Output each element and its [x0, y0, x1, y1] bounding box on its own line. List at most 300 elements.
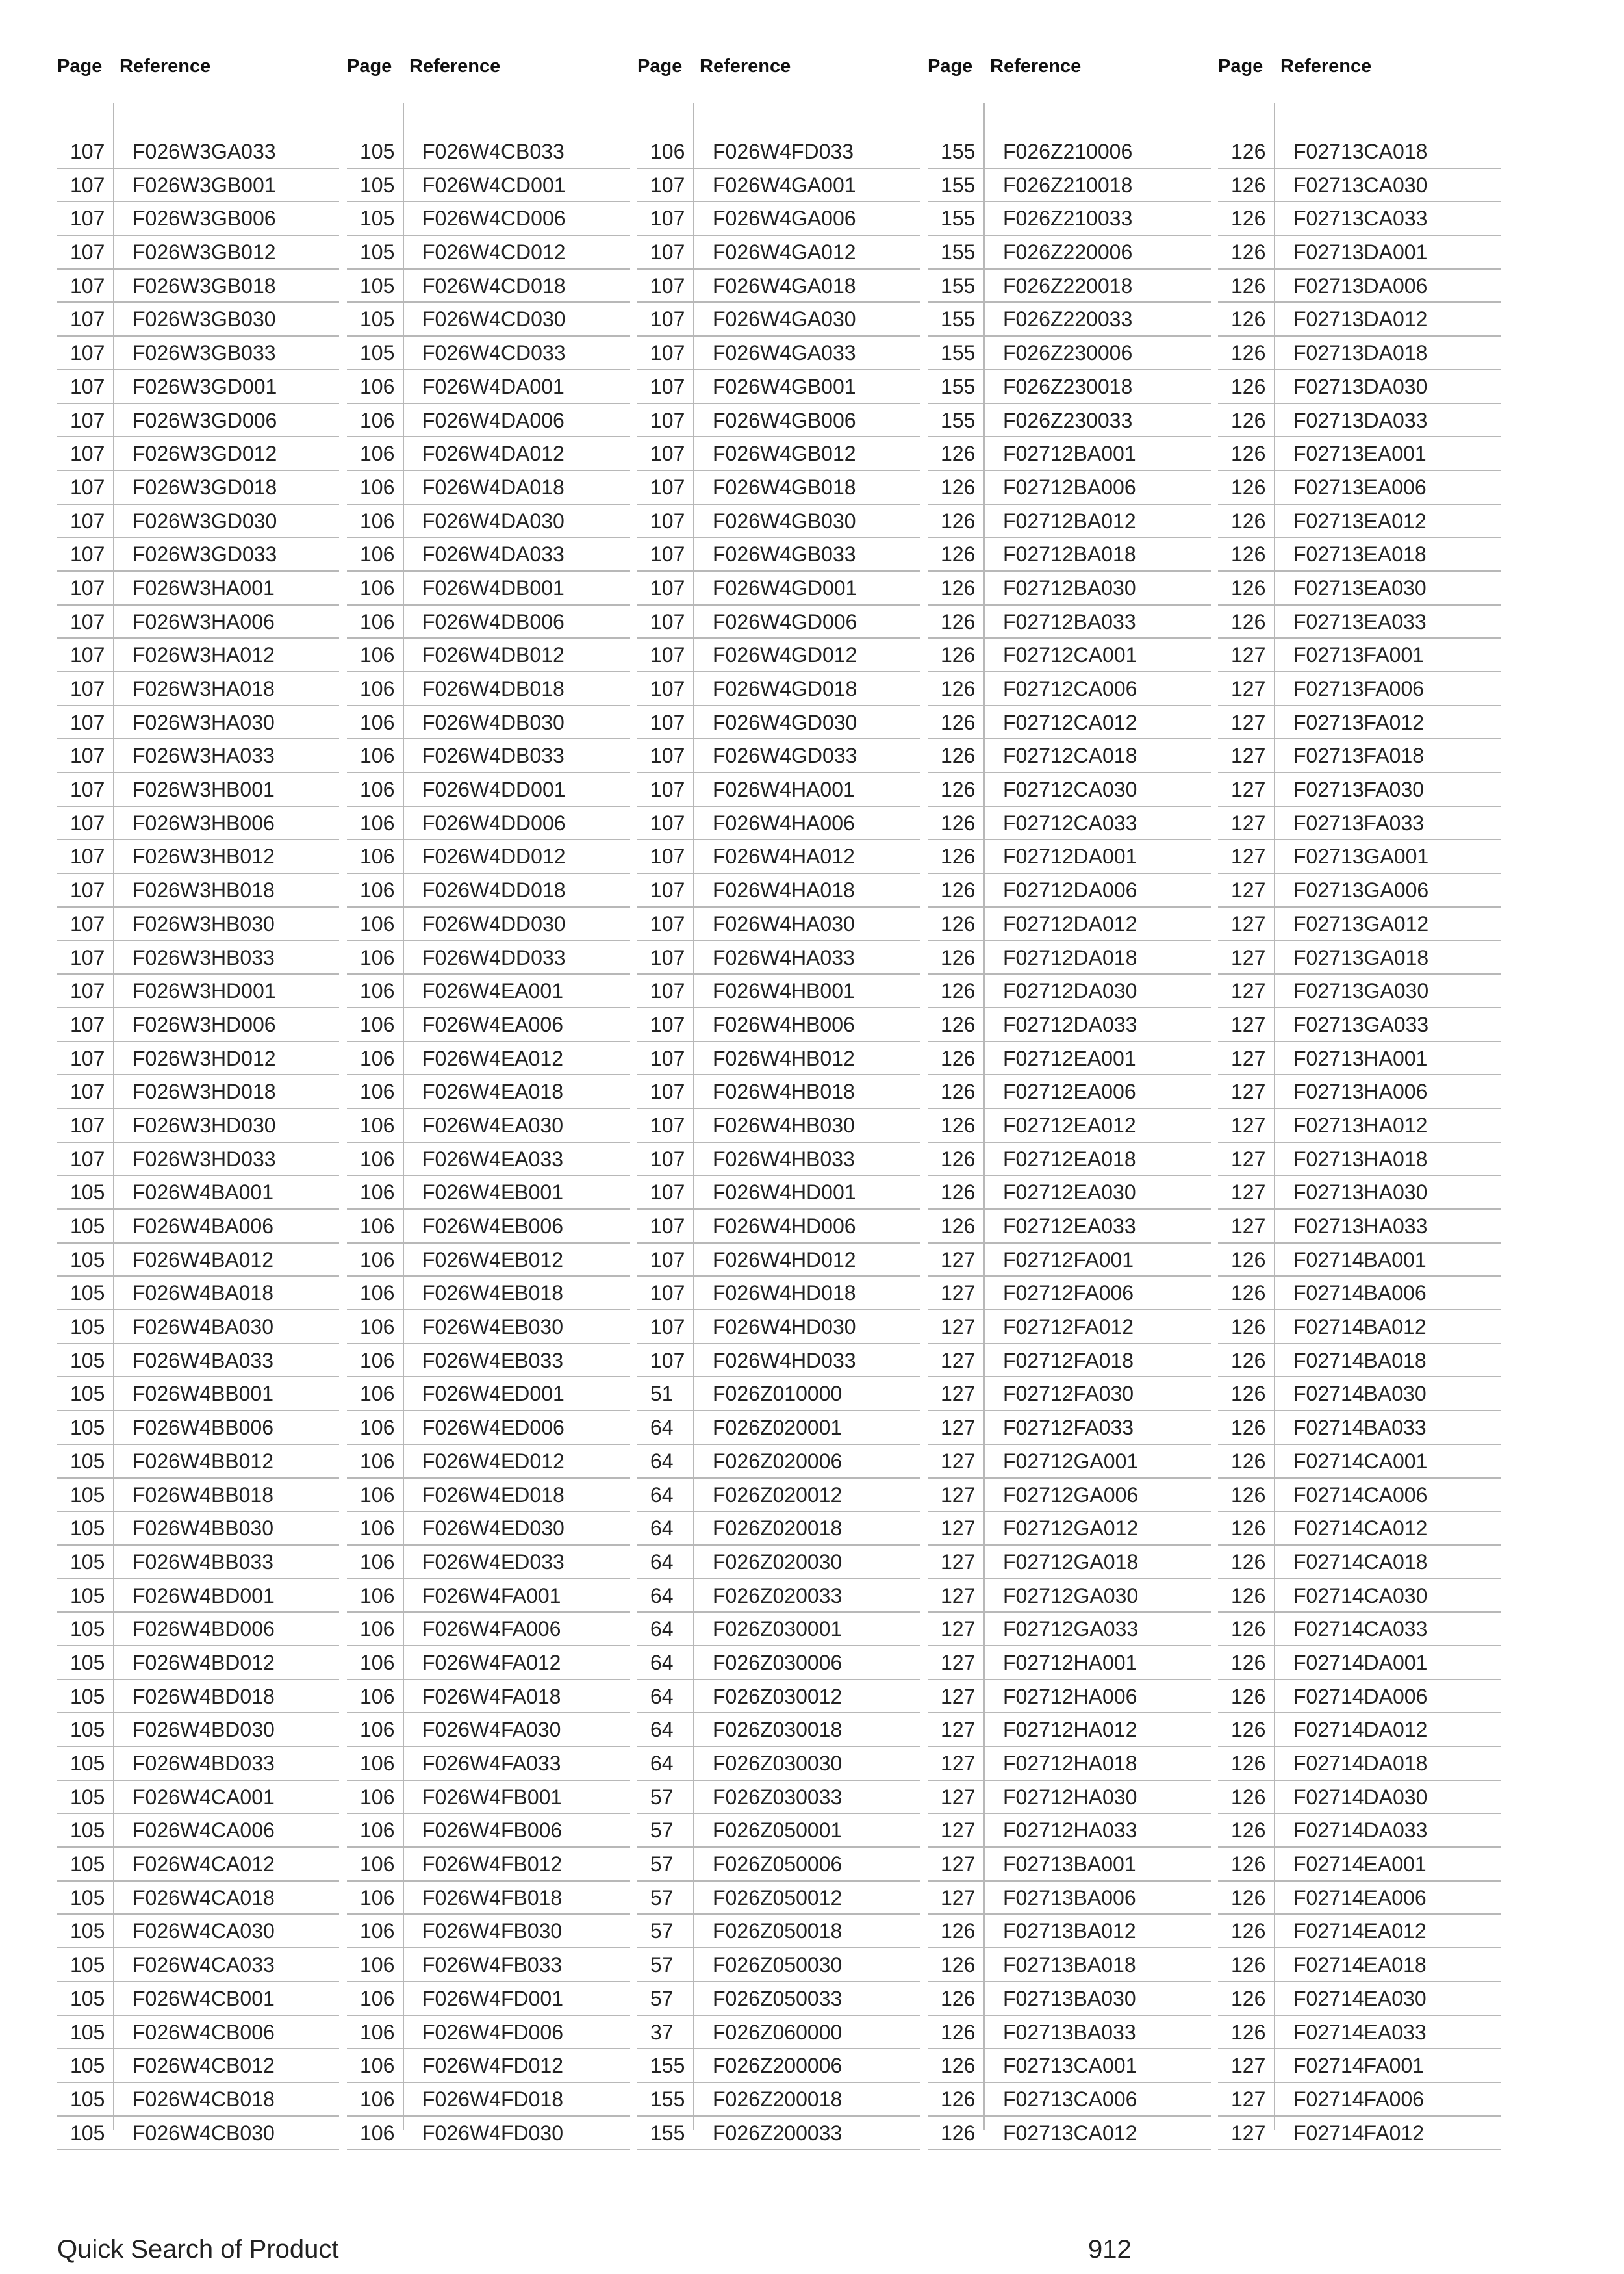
reference-header: Reference [409, 56, 501, 77]
table-row [57, 1713, 339, 1747]
table-row [637, 437, 920, 471]
reference-cell: F02714CA033 [1293, 1617, 1428, 1641]
page-number-cell: 105 [70, 1181, 105, 1205]
table-row [57, 874, 339, 908]
table-row [1218, 672, 1501, 706]
table-row [637, 1579, 920, 1613]
reference-cell: F026W4HA018 [713, 878, 855, 902]
page-number-cell: 106 [360, 878, 395, 902]
reference-cell: F02713GA001 [1293, 845, 1429, 869]
reference-cell: F02713DA030 [1293, 374, 1428, 398]
table-row [637, 1882, 920, 1915]
reference-cell: F02712EA006 [1003, 1080, 1136, 1104]
table-row [637, 1915, 920, 1948]
page-number-cell: 126 [1231, 509, 1266, 533]
table-row [928, 1377, 1211, 1411]
table-row [347, 1143, 630, 1177]
column-header [637, 51, 920, 81]
page-number-cell: 127 [1231, 945, 1266, 969]
page-number-cell: 126 [941, 744, 976, 768]
page-number-cell: 57 [650, 1986, 674, 2010]
page-number-cell: 155 [650, 2054, 685, 2078]
table-row [928, 1445, 1211, 1479]
reference-cell: F026W4HB012 [713, 1046, 855, 1070]
page-number-cell: 64 [650, 1617, 674, 1641]
reference-cell: F02714DA012 [1293, 1718, 1428, 1742]
page-number-cell: 107 [70, 1113, 105, 1137]
reference-cell: F026W3HA030 [133, 710, 275, 734]
rows [928, 135, 1211, 2150]
reference-cell: F02713HA012 [1293, 1113, 1428, 1137]
table-row [347, 1310, 630, 1344]
page-number-cell: 106 [360, 442, 395, 466]
table-row [1218, 1479, 1501, 1513]
table-row [347, 1445, 630, 1479]
page-number-cell: 127 [941, 1718, 976, 1742]
page-number-cell: 126 [941, 811, 976, 835]
table-row [1218, 1210, 1501, 1244]
page-number-cell: 126 [1231, 1819, 1266, 1843]
table-row [928, 1344, 1211, 1378]
table-row [347, 1982, 630, 2016]
reference-cell: F02714FA001 [1293, 2054, 1425, 2078]
reference-cell: F026W4FB030 [422, 1919, 563, 1943]
table-row [57, 303, 339, 337]
page-number-cell: 126 [1231, 1852, 1266, 1876]
reference-cell: F02712FA012 [1003, 1315, 1134, 1339]
page-number-cell: 106 [360, 1516, 395, 1540]
page-number-cell: 127 [941, 1684, 976, 1708]
reference-cell: F026W4EB030 [422, 1315, 564, 1339]
table-row [637, 370, 920, 404]
page-number-cell: 107 [70, 1147, 105, 1171]
table-row [57, 807, 339, 841]
page-header: Page [57, 56, 103, 77]
table-row [928, 1176, 1211, 1210]
reference-cell: F02714DA006 [1293, 1684, 1428, 1708]
page-number-cell: 106 [360, 1885, 395, 1910]
page-number-cell: 126 [941, 609, 976, 633]
reference-cell: F026W4DA018 [422, 475, 565, 499]
reference-cell: F02712BA030 [1003, 576, 1136, 600]
page-number-cell: 105 [360, 307, 395, 331]
reference-cell: F026W4BD030 [133, 1718, 275, 1742]
table-row [347, 672, 630, 706]
reference-cell: F02713CA033 [1293, 207, 1428, 231]
page-number-cell: 126 [941, 1012, 976, 1036]
table-row [928, 135, 1211, 169]
page-number-cell: 106 [360, 543, 395, 567]
table-row [1218, 1075, 1501, 1109]
reference-cell: F026Z020001 [713, 1416, 843, 1440]
page-number-cell: 127 [941, 1516, 976, 1540]
reference-cell: F026Z210018 [1003, 173, 1133, 197]
page-number-cell: 127 [941, 1583, 976, 1607]
reference-cell: F02712GA033 [1003, 1617, 1139, 1641]
table-row [637, 1613, 920, 1646]
table-row [928, 941, 1211, 975]
table-row [928, 1948, 1211, 1982]
reference-cell: F026Z050033 [713, 1986, 843, 2010]
table-row [347, 1814, 630, 1848]
reference-cell: F02712EA018 [1003, 1147, 1136, 1171]
table-row [1218, 303, 1501, 337]
table-row [57, 572, 339, 606]
reference-cell: F026W3HD033 [133, 1147, 276, 1171]
table-row [928, 538, 1211, 572]
table-row [637, 1445, 920, 1479]
table-row [928, 1747, 1211, 1781]
table-row [347, 1646, 630, 1680]
page-number-cell: 107 [650, 207, 685, 231]
page-number-cell: 126 [1231, 207, 1266, 231]
page-number-cell: 126 [941, 1181, 976, 1205]
reference-cell: F026W4BB030 [133, 1516, 274, 1540]
table-row [637, 1176, 920, 1210]
reference-cell: F02712BA006 [1003, 475, 1136, 499]
page-number-cell: 155 [941, 140, 976, 163]
table-row [57, 975, 339, 1008]
table-row [928, 706, 1211, 740]
table-row [347, 874, 630, 908]
page-number-cell: 107 [650, 576, 685, 600]
table-row [1218, 1344, 1501, 1378]
table-row [1218, 1713, 1501, 1747]
page-number-cell: 105 [70, 1718, 105, 1742]
table-row [637, 1713, 920, 1747]
table-row [347, 1546, 630, 1579]
page-number-cell: 105 [70, 1483, 105, 1507]
reference-cell: F02714BA033 [1293, 1416, 1427, 1440]
table-row [637, 1075, 920, 1109]
reference-cell: F026W3GD006 [133, 408, 277, 432]
page-number-cell: 107 [70, 576, 105, 600]
table-row [1218, 2117, 1501, 2151]
reference-cell: F026W4BD012 [133, 1650, 275, 1674]
page-number-cell: 107 [70, 274, 105, 298]
table-row [1218, 2049, 1501, 2083]
table-row [928, 2117, 1211, 2151]
table-row [1218, 1445, 1501, 1479]
reference-cell: F02713GA030 [1293, 979, 1429, 1003]
table-row [57, 202, 339, 236]
table-row [928, 874, 1211, 908]
table-row [928, 505, 1211, 539]
reference-cell: F02713DA018 [1293, 341, 1428, 365]
table-row [347, 1713, 630, 1747]
reference-cell: F02713CA012 [1003, 2121, 1137, 2145]
reference-cell: F026W4BB001 [133, 1382, 274, 1406]
reference-cell: F02713EA006 [1293, 475, 1427, 499]
reference-cell: F026W4DA012 [422, 442, 565, 466]
reference-cell: F02713BA001 [1003, 1852, 1136, 1876]
page-number-cell: 105 [70, 1684, 105, 1708]
table-row [637, 975, 920, 1008]
reference-cell: F026W4ED001 [422, 1382, 565, 1406]
table-row [347, 202, 630, 236]
reference-cell: F026W4FD001 [422, 1986, 563, 2010]
table-row [1218, 1948, 1501, 1982]
reference-cell: F026W4FB033 [422, 1953, 563, 1977]
reference-cell: F02713BA018 [1003, 1953, 1136, 1977]
table-row [1218, 1848, 1501, 1882]
reference-cell: F026W4BA012 [133, 1247, 274, 1271]
page-number-cell: 105 [360, 140, 395, 163]
table-row [1218, 538, 1501, 572]
reference-cell: F02712EA001 [1003, 1046, 1136, 1070]
page-number-cell: 64 [650, 1650, 674, 1674]
reference-cell: F026Z230033 [1003, 408, 1133, 432]
reference-cell: F026W4BD018 [133, 1684, 275, 1708]
reference-cell: F026W3GD012 [133, 442, 277, 466]
reference-cell: F026W4DA030 [422, 509, 565, 533]
table-row [347, 2049, 630, 2083]
table-row [637, 2049, 920, 2083]
reference-cell: F026Z030012 [713, 1684, 843, 1708]
table-row [1218, 2083, 1501, 2117]
page-number-cell: 106 [360, 1080, 395, 1104]
reference-cell: F026W3HB006 [133, 811, 275, 835]
page-number-cell: 126 [1231, 1986, 1266, 2010]
page-number-cell: 107 [650, 878, 685, 902]
reference-cell: F026W4BB033 [133, 1550, 274, 1574]
page-number-cell: 107 [650, 1113, 685, 1137]
reference-cell: F026W3GD018 [133, 475, 277, 499]
reference-cell: F02714EA012 [1293, 1919, 1427, 1943]
table-row [637, 337, 920, 370]
reference-cell: F026W4GA012 [713, 240, 856, 264]
table-row [1218, 975, 1501, 1008]
table-row [1218, 1244, 1501, 1277]
reference-cell: F02713DA001 [1293, 240, 1428, 264]
table-row [637, 1680, 920, 1714]
table-row [1218, 941, 1501, 975]
reference-cell: F02712HA001 [1003, 1650, 1137, 1674]
reference-cell: F026W4FD012 [422, 2054, 563, 2078]
table-row [57, 1680, 339, 1714]
table-row [347, 404, 630, 438]
page-number-cell: 126 [941, 979, 976, 1003]
page-number-cell: 107 [70, 442, 105, 466]
table-row [928, 1579, 1211, 1613]
page-number-cell: 105 [360, 341, 395, 365]
table-row [637, 739, 920, 773]
table-row [347, 437, 630, 471]
reference-cell: F026W3GB001 [133, 173, 276, 197]
page-number-cell: 127 [941, 1382, 976, 1406]
page-number-cell: 106 [360, 1718, 395, 1742]
table-row [928, 1915, 1211, 1948]
page-number-cell: 106 [360, 475, 395, 499]
page-number-cell: 106 [360, 811, 395, 835]
reference-cell: F026W4EA012 [422, 1046, 564, 1070]
page-number-cell: 126 [1231, 374, 1266, 398]
page-number-cell: 107 [70, 744, 105, 768]
table-row [637, 672, 920, 706]
reference-cell: F026Z230018 [1003, 374, 1133, 398]
page-number-cell: 126 [1231, 576, 1266, 600]
table-row [347, 1613, 630, 1646]
table-row [1218, 1143, 1501, 1177]
table-row [637, 270, 920, 303]
reference-cell: F02714FA006 [1293, 2087, 1425, 2111]
table-row [57, 1814, 339, 1848]
page-number-cell: 107 [650, 1315, 685, 1339]
table-row [57, 1143, 339, 1177]
reference-cell: F026W4GD001 [713, 576, 857, 600]
table-row [57, 941, 339, 975]
page-number-cell: 106 [360, 1986, 395, 2010]
page-number-cell: 155 [941, 341, 976, 365]
reference-cell: F026W3HB033 [133, 945, 275, 969]
page-number-cell: 126 [941, 1147, 976, 1171]
column-header [928, 51, 1211, 81]
page-number-cell: 126 [1231, 1382, 1266, 1406]
rows [347, 135, 630, 2150]
page-number-cell: 155 [941, 240, 976, 264]
reference-cell: F02713BA012 [1003, 1919, 1136, 1943]
page-number-cell: 106 [360, 1752, 395, 1775]
table-row [57, 1948, 339, 1982]
reference-cell: F02714EA018 [1293, 1953, 1427, 1977]
page-number-cell: 126 [1231, 1583, 1266, 1607]
reference-cell: F02713HA018 [1293, 1147, 1428, 1171]
table-row [347, 270, 630, 303]
table-row [347, 1075, 630, 1109]
page-number-cell: 126 [1231, 1885, 1266, 1910]
reference-cell: F026W3GB030 [133, 307, 276, 331]
page-number-cell: 107 [650, 408, 685, 432]
page-number-cell: 126 [941, 2020, 976, 2044]
table-row [637, 1781, 920, 1815]
table-row [57, 337, 339, 370]
reference-cell: F02713FA006 [1293, 677, 1425, 700]
reference-cell: F026W3HD018 [133, 1080, 276, 1104]
table-row [347, 975, 630, 1008]
table-row [637, 1479, 920, 1513]
reference-cell: F026W4HB006 [713, 1012, 855, 1036]
table-row [57, 739, 339, 773]
reference-header: Reference [1280, 56, 1372, 77]
reference-cell: F02712EA033 [1003, 1214, 1136, 1238]
reference-cell: F026W4DD001 [422, 778, 566, 802]
reference-cell: F026W4FB018 [422, 1885, 563, 1910]
reference-cell: F026Z020030 [713, 1550, 843, 1574]
page-number-cell: 107 [650, 945, 685, 969]
reference-cell: F02712GA001 [1003, 1449, 1139, 1473]
reference-cell: F02712DA030 [1003, 979, 1137, 1003]
page-number-cell: 107 [70, 945, 105, 969]
reference-cell: F026W4ED018 [422, 1483, 565, 1507]
page-number-cell: 107 [650, 811, 685, 835]
page-number-cell: 127 [1231, 1012, 1266, 1036]
table-row [57, 672, 339, 706]
page-number-cell: 107 [650, 1181, 685, 1205]
page-number-cell: 106 [360, 643, 395, 667]
page-number-cell: 105 [70, 1550, 105, 1574]
table-row [637, 202, 920, 236]
reference-cell: F02712HA033 [1003, 1819, 1137, 1843]
table-row [57, 1479, 339, 1513]
table-row [1218, 169, 1501, 203]
reference-cell: F026Z020006 [713, 1449, 843, 1473]
reference-cell: F026W4FA030 [422, 1718, 561, 1742]
reference-cell: F026W4GD018 [713, 677, 857, 700]
page-number-cell: 127 [941, 1885, 976, 1910]
table-row [347, 606, 630, 639]
page-number-cell: 127 [1231, 744, 1266, 768]
page-number-cell: 126 [1231, 1247, 1266, 1271]
table-row [637, 1411, 920, 1445]
reference-header: Reference [120, 56, 211, 77]
table-row [57, 1781, 339, 1815]
page-number-cell: 106 [360, 1684, 395, 1708]
reference-cell: F026W4FD030 [422, 2121, 563, 2145]
table-row [1218, 807, 1501, 841]
reference-cell: F02714CA018 [1293, 1550, 1428, 1574]
reference-cell: F02713CA006 [1003, 2087, 1137, 2111]
reference-cell: F026W4ED012 [422, 1449, 565, 1473]
page-number-cell: 106 [360, 1214, 395, 1238]
page-number-cell: 106 [360, 1181, 395, 1205]
reference-cell: F026Z220033 [1003, 307, 1133, 331]
page-number-cell: 106 [360, 1281, 395, 1305]
table-row [57, 471, 339, 505]
reference-cell: F026W4DD030 [422, 912, 566, 936]
page-number-cell: 106 [360, 1315, 395, 1339]
page-number-cell: 105 [70, 1986, 105, 2010]
reference-cell: F026W4CD006 [422, 207, 566, 231]
reference-cell: F026W4GB012 [713, 442, 856, 466]
reference-cell: F02712FA018 [1003, 1348, 1134, 1372]
page-number-cell: 126 [941, 1214, 976, 1238]
table-row [637, 1512, 920, 1546]
reference-cell: F026W4DB001 [422, 576, 565, 600]
page-number-cell: 127 [941, 1247, 976, 1271]
table-row [347, 471, 630, 505]
page-number-cell: 106 [360, 912, 395, 936]
page-number-cell: 126 [1231, 543, 1266, 567]
reference-cell: F026W4FA001 [422, 1583, 561, 1607]
reference-cell: F02713FA001 [1293, 643, 1425, 667]
page-number-cell: 107 [650, 778, 685, 802]
reference-cell: F026W3GD001 [133, 374, 277, 398]
page-number-cell: 107 [650, 341, 685, 365]
table-row [928, 606, 1211, 639]
page-number-cell: 126 [1231, 1449, 1266, 1473]
page-number-cell: 64 [650, 1449, 674, 1473]
page-number-cell: 155 [941, 173, 976, 197]
page-number-cell: 127 [1231, 2121, 1266, 2145]
page-number-cell: 57 [650, 1785, 674, 1809]
reference-cell: F026W4FD006 [422, 2020, 563, 2044]
table-row [928, 1613, 1211, 1646]
page-number-cell: 106 [360, 1919, 395, 1943]
reference-cell: F026W4GD033 [713, 744, 857, 768]
table-row [637, 706, 920, 740]
page-number-cell: 105 [70, 1852, 105, 1876]
table-row [1218, 337, 1501, 370]
page-number-cell: 64 [650, 1718, 674, 1742]
reference-cell: F026W4BD001 [133, 1583, 275, 1607]
page-number-cell: 107 [70, 1012, 105, 1036]
table-row [1218, 1982, 1501, 2016]
page-number-cell: 126 [941, 509, 976, 533]
table-row [1218, 2016, 1501, 2050]
table-row [347, 370, 630, 404]
rows [1218, 135, 1501, 2150]
table-row [1218, 1008, 1501, 1042]
